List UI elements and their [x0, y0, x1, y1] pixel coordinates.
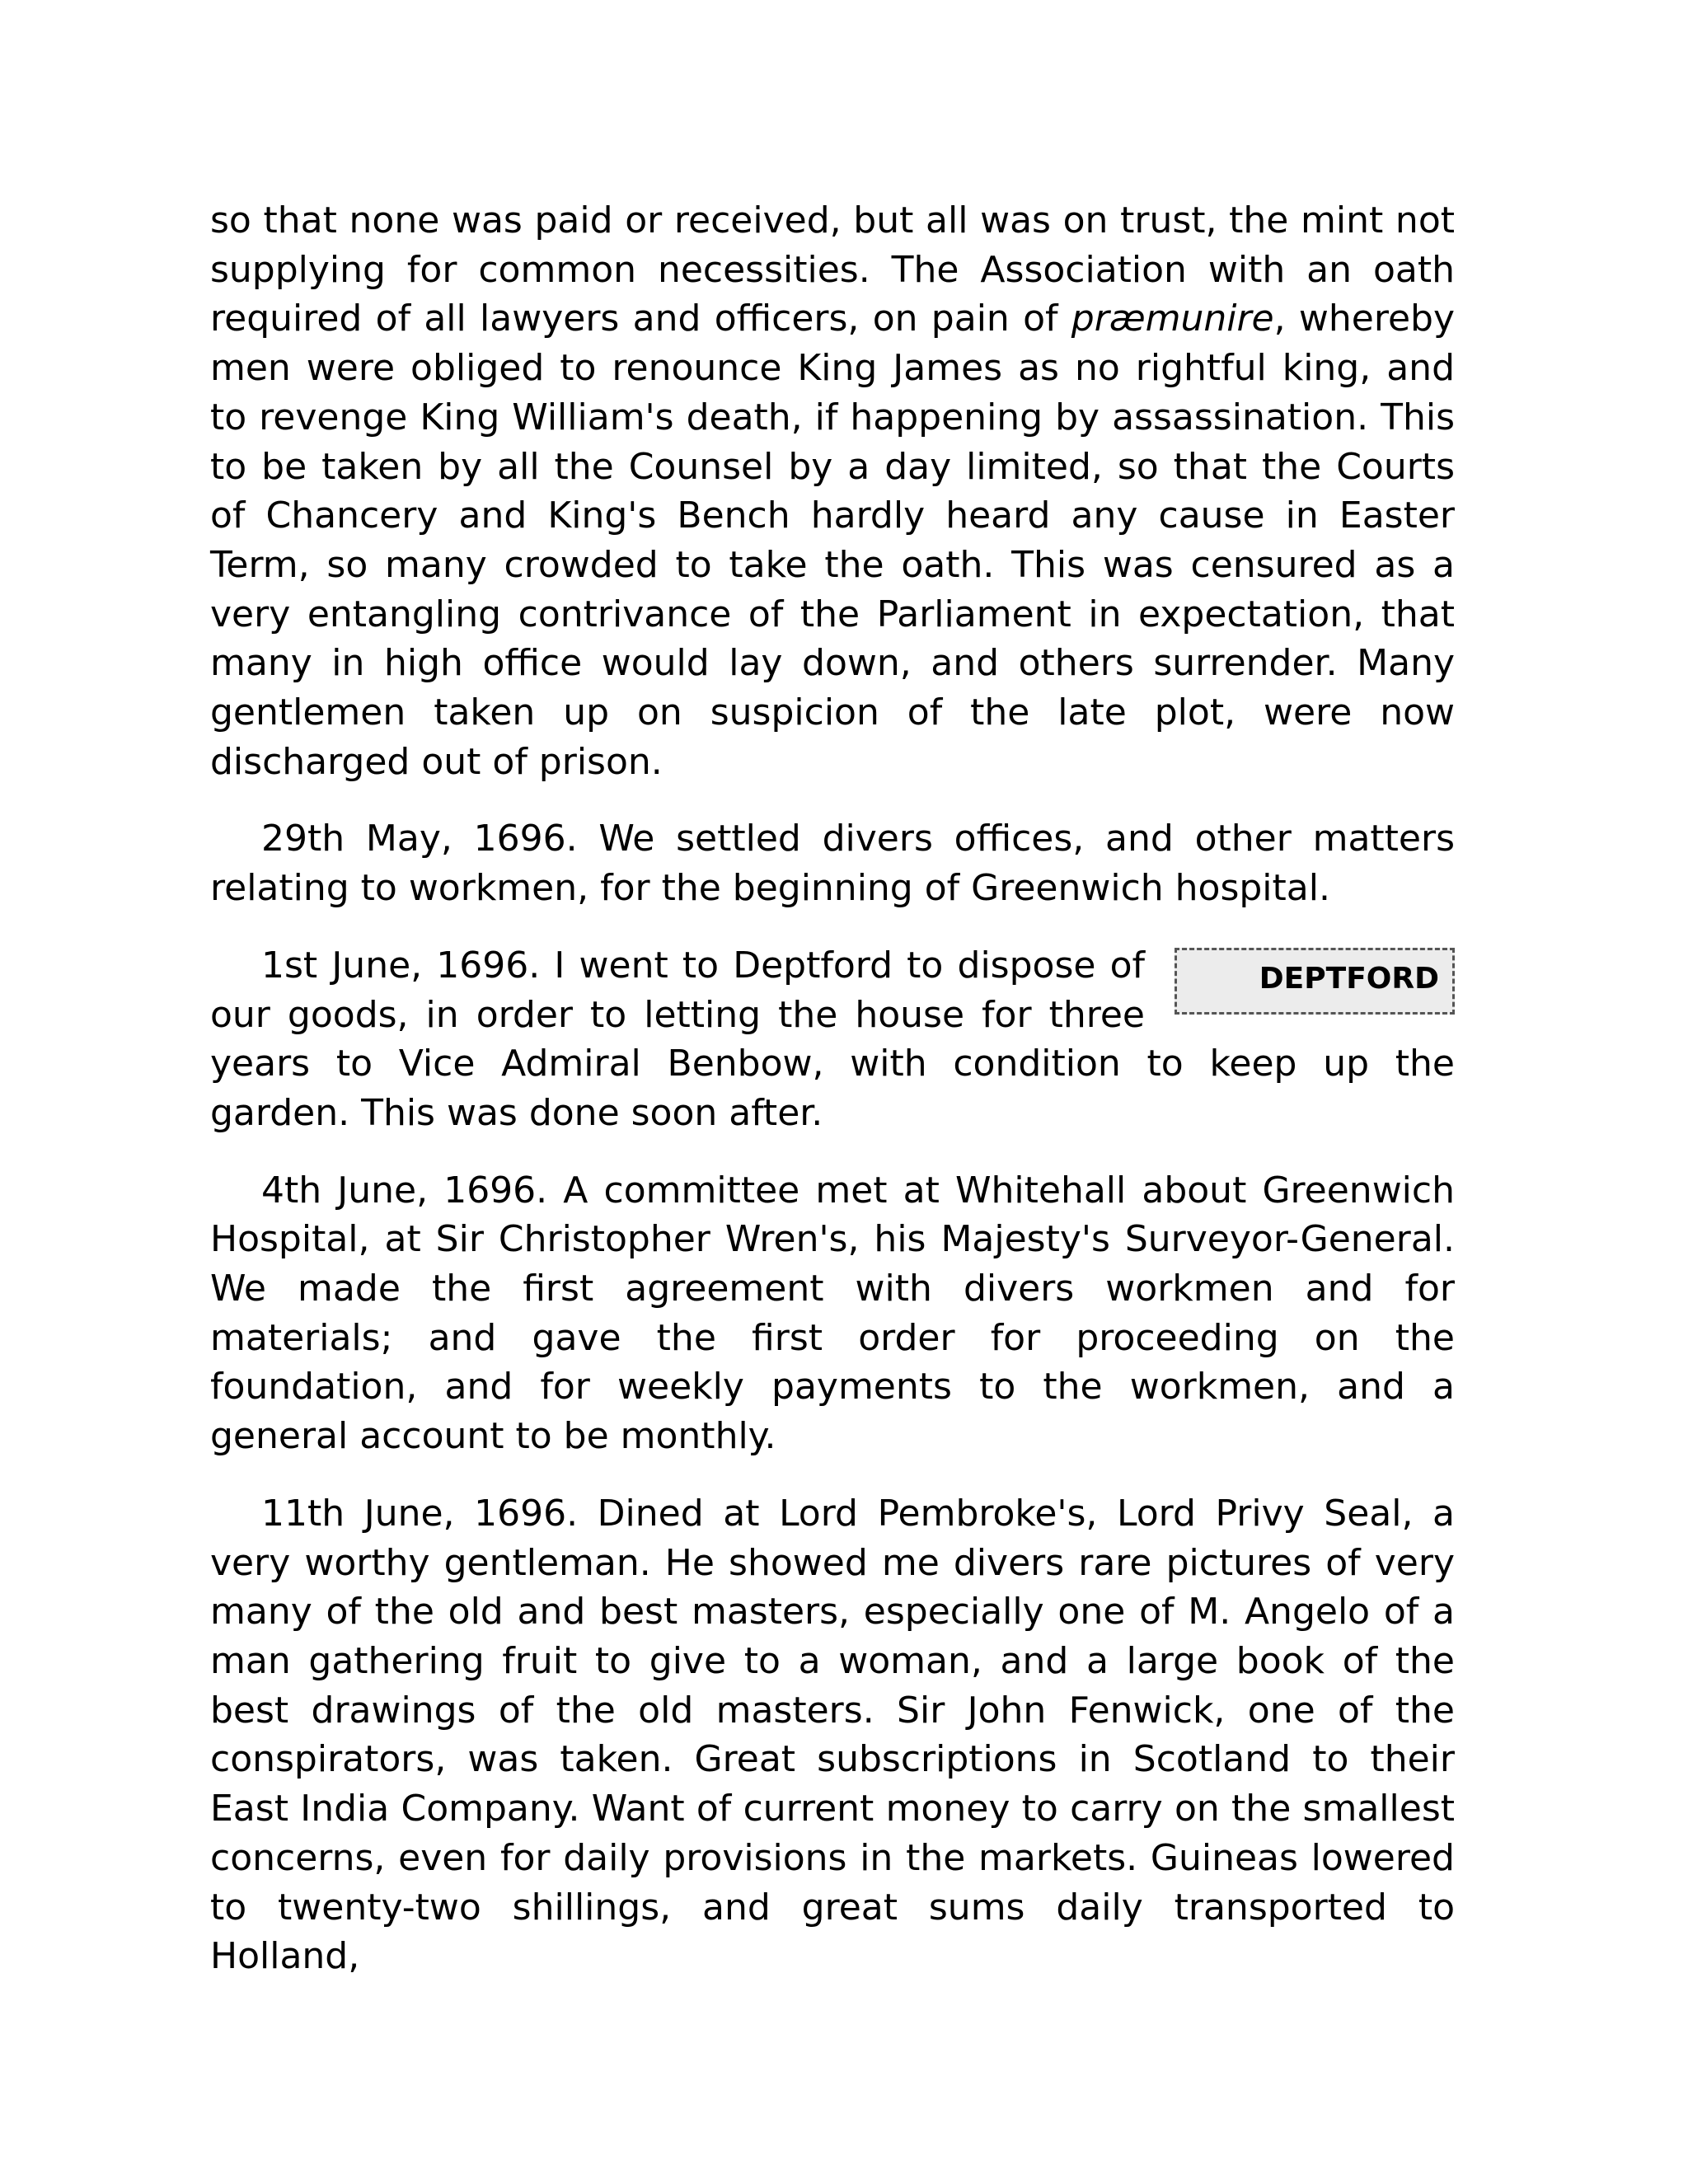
- paragraph-11-june: 11th June, 1696. Dined at Lord Pembroke's, Lord Privy Seal, a very worthy gentleman. He showed me divers rare pictures of very many of the old and best masters, especially one of M. Angelo of a man gathering fruit to give to a woman, and a large book of the best drawings of the old masters. Sir John Fenwick, one of the conspirators, was taken. Great subscriptions in Scotland to their East India Company. Want of current money to carry on the smallest concerns, even for daily provisions in the markets. Guineas lowered to twenty-two shillings, and great sums daily transported to Holland,: [210, 1492, 1455, 1978]
- paragraph-29-may: 29th May, 1696. We settled divers offices, and other matters relating to workmen, for the beginning of Greenwich hospital.: [210, 818, 1455, 910]
- paragraph-4-june: 4th June, 1696. A committee met at Whitehall about Greenwich Hospital, at Sir Christopher Wren's, his Majesty's Surveyor-General. We made the first agreement with divers workmen and for materials; and gave the first order for proceeding on the foundation, and for weekly payments to the workmen, and a general account to be monthly.: [210, 1169, 1455, 1458]
- emphasis-word: præmunire: [1071, 298, 1274, 340]
- paragraph-continued: [210, 196, 1455, 786]
- paragraph-text: 1st June, 1696. I went to Deptford to dispose of our goods, in order to letting the house for three years to Vice Admiral Benbow, with condition to keep up the garden. This was done soon after.: [210, 944, 1455, 1134]
- document-page: [210, 196, 1455, 2009]
- paragraph-1-june: [210, 941, 1455, 1138]
- sidenote-deptford: DEPTFORD: [1175, 948, 1455, 1015]
- paragraph-text-part: so that none was paid or received, but all was on trust, the mint not supplying for common necessities. The Association with an oath required of all lawyers and officers, on pain of: [210, 199, 1455, 340]
- paragraph-text-part: , whereby men were obliged to renounce King James as no rightful king, and to revenge King William's death, if happening by assassination. This to be taken by all the Counsel by a day limited, so that the Courts of Chancery and King's Bench hardly heard any cause in Easter Term, so many crowded to take the oath. This was censured as a very entangling contrivance of the Parliament in expectation, that many in high office would lay down, and others surrender. Many gentlemen taken up on suspicion of the late plot, were now discharged out of prison.: [210, 298, 1456, 783]
